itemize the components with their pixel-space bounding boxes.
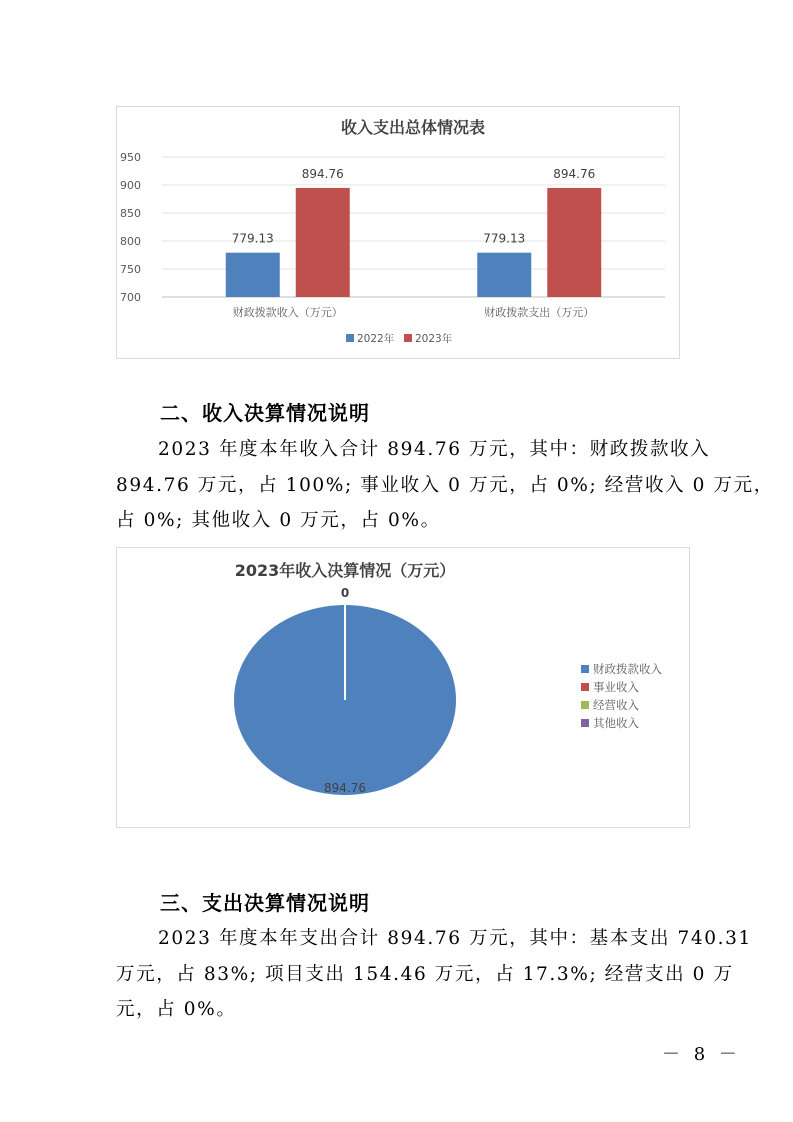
section-2-line-3: 占 0%; 其他收入 0 万元，占 0%。 [116, 510, 441, 531]
bar-data-label: 894.76 [301, 166, 344, 181]
pie-legend-label-1: 事业收入 [593, 680, 639, 694]
section-2-line-1: 2023 年度本年收入合计 894.76 万元，其中：财政拨款收入 [158, 439, 711, 460]
bar-y-tick-label: 850 [120, 207, 141, 220]
bar-y-tick-label: 700 [120, 291, 141, 304]
bar-chart-title: 收入支出总体情况表 [340, 118, 486, 137]
pie-legend-swatch-2 [581, 701, 589, 709]
pie-legend-swatch-3 [581, 719, 589, 727]
bar-y-tick-label: 750 [120, 263, 141, 276]
bar-2022-0 [226, 253, 280, 297]
pie-legend-swatch-1 [581, 683, 589, 691]
page-number: － 8 － [662, 1044, 741, 1065]
pie-legend-swatch-0 [581, 665, 589, 673]
section-3-line-1: 2023 年度本年支出合计 894.76 万元，其中：基本支出 740.31 [158, 928, 752, 949]
section-2-line-2: 894.76 万元，占 100%; 事业收入 0 万元，占 0%; 经营收入 0 万元， [116, 474, 774, 496]
legend-label-1: 2023年 [415, 333, 453, 345]
pie-legend-label-2: 经营收入 [593, 698, 639, 712]
section-2-heading: 二、收入决算情况说明 [160, 401, 370, 425]
bar-data-label: 779.13 [483, 231, 526, 246]
bar-y-tick-label: 900 [120, 179, 141, 192]
section-3-line-2: 万元，占 83%; 项目支出 154.46 万元，占 17.3%; 经营支出 0 万 [116, 963, 734, 985]
legend-swatch-0 [346, 334, 354, 342]
bar-category-label: 财政拨款收入（万元） [232, 306, 343, 319]
bar-category-label: 财政拨款支出（万元） [484, 306, 595, 319]
legend-swatch-1 [404, 334, 412, 342]
pie-legend-label-3: 其他收入 [593, 716, 639, 730]
pie-chart [117, 548, 689, 827]
bar-chart [117, 107, 679, 358]
bar-2023-0 [296, 188, 350, 297]
section-2-paragraph [116, 432, 774, 539]
bar-y-tick-label: 800 [120, 235, 141, 248]
pie-data-label-main: 894.76 [324, 781, 366, 795]
section-3-line-3: 元，占 0%。 [116, 999, 237, 1020]
bar-2022-1 [477, 253, 531, 297]
bar-chart-frame [116, 106, 680, 359]
section-3-paragraph [116, 921, 752, 1028]
pie-legend-label-0: 财政拨款收入 [593, 662, 662, 676]
bar-data-label: 894.76 [553, 166, 596, 181]
section-3-heading: 三、支出决算情况说明 [160, 891, 370, 915]
bar-data-label: 779.13 [231, 231, 274, 246]
pie-chart-frame [116, 547, 690, 828]
pie-data-label-zero: 0 [340, 586, 350, 600]
bar-2023-1 [547, 188, 601, 297]
pie-chart-title: 2023年收入决算情况（万元） [234, 561, 456, 580]
legend-label-0: 2022年 [357, 333, 395, 345]
bar-y-tick-label: 950 [120, 151, 141, 164]
